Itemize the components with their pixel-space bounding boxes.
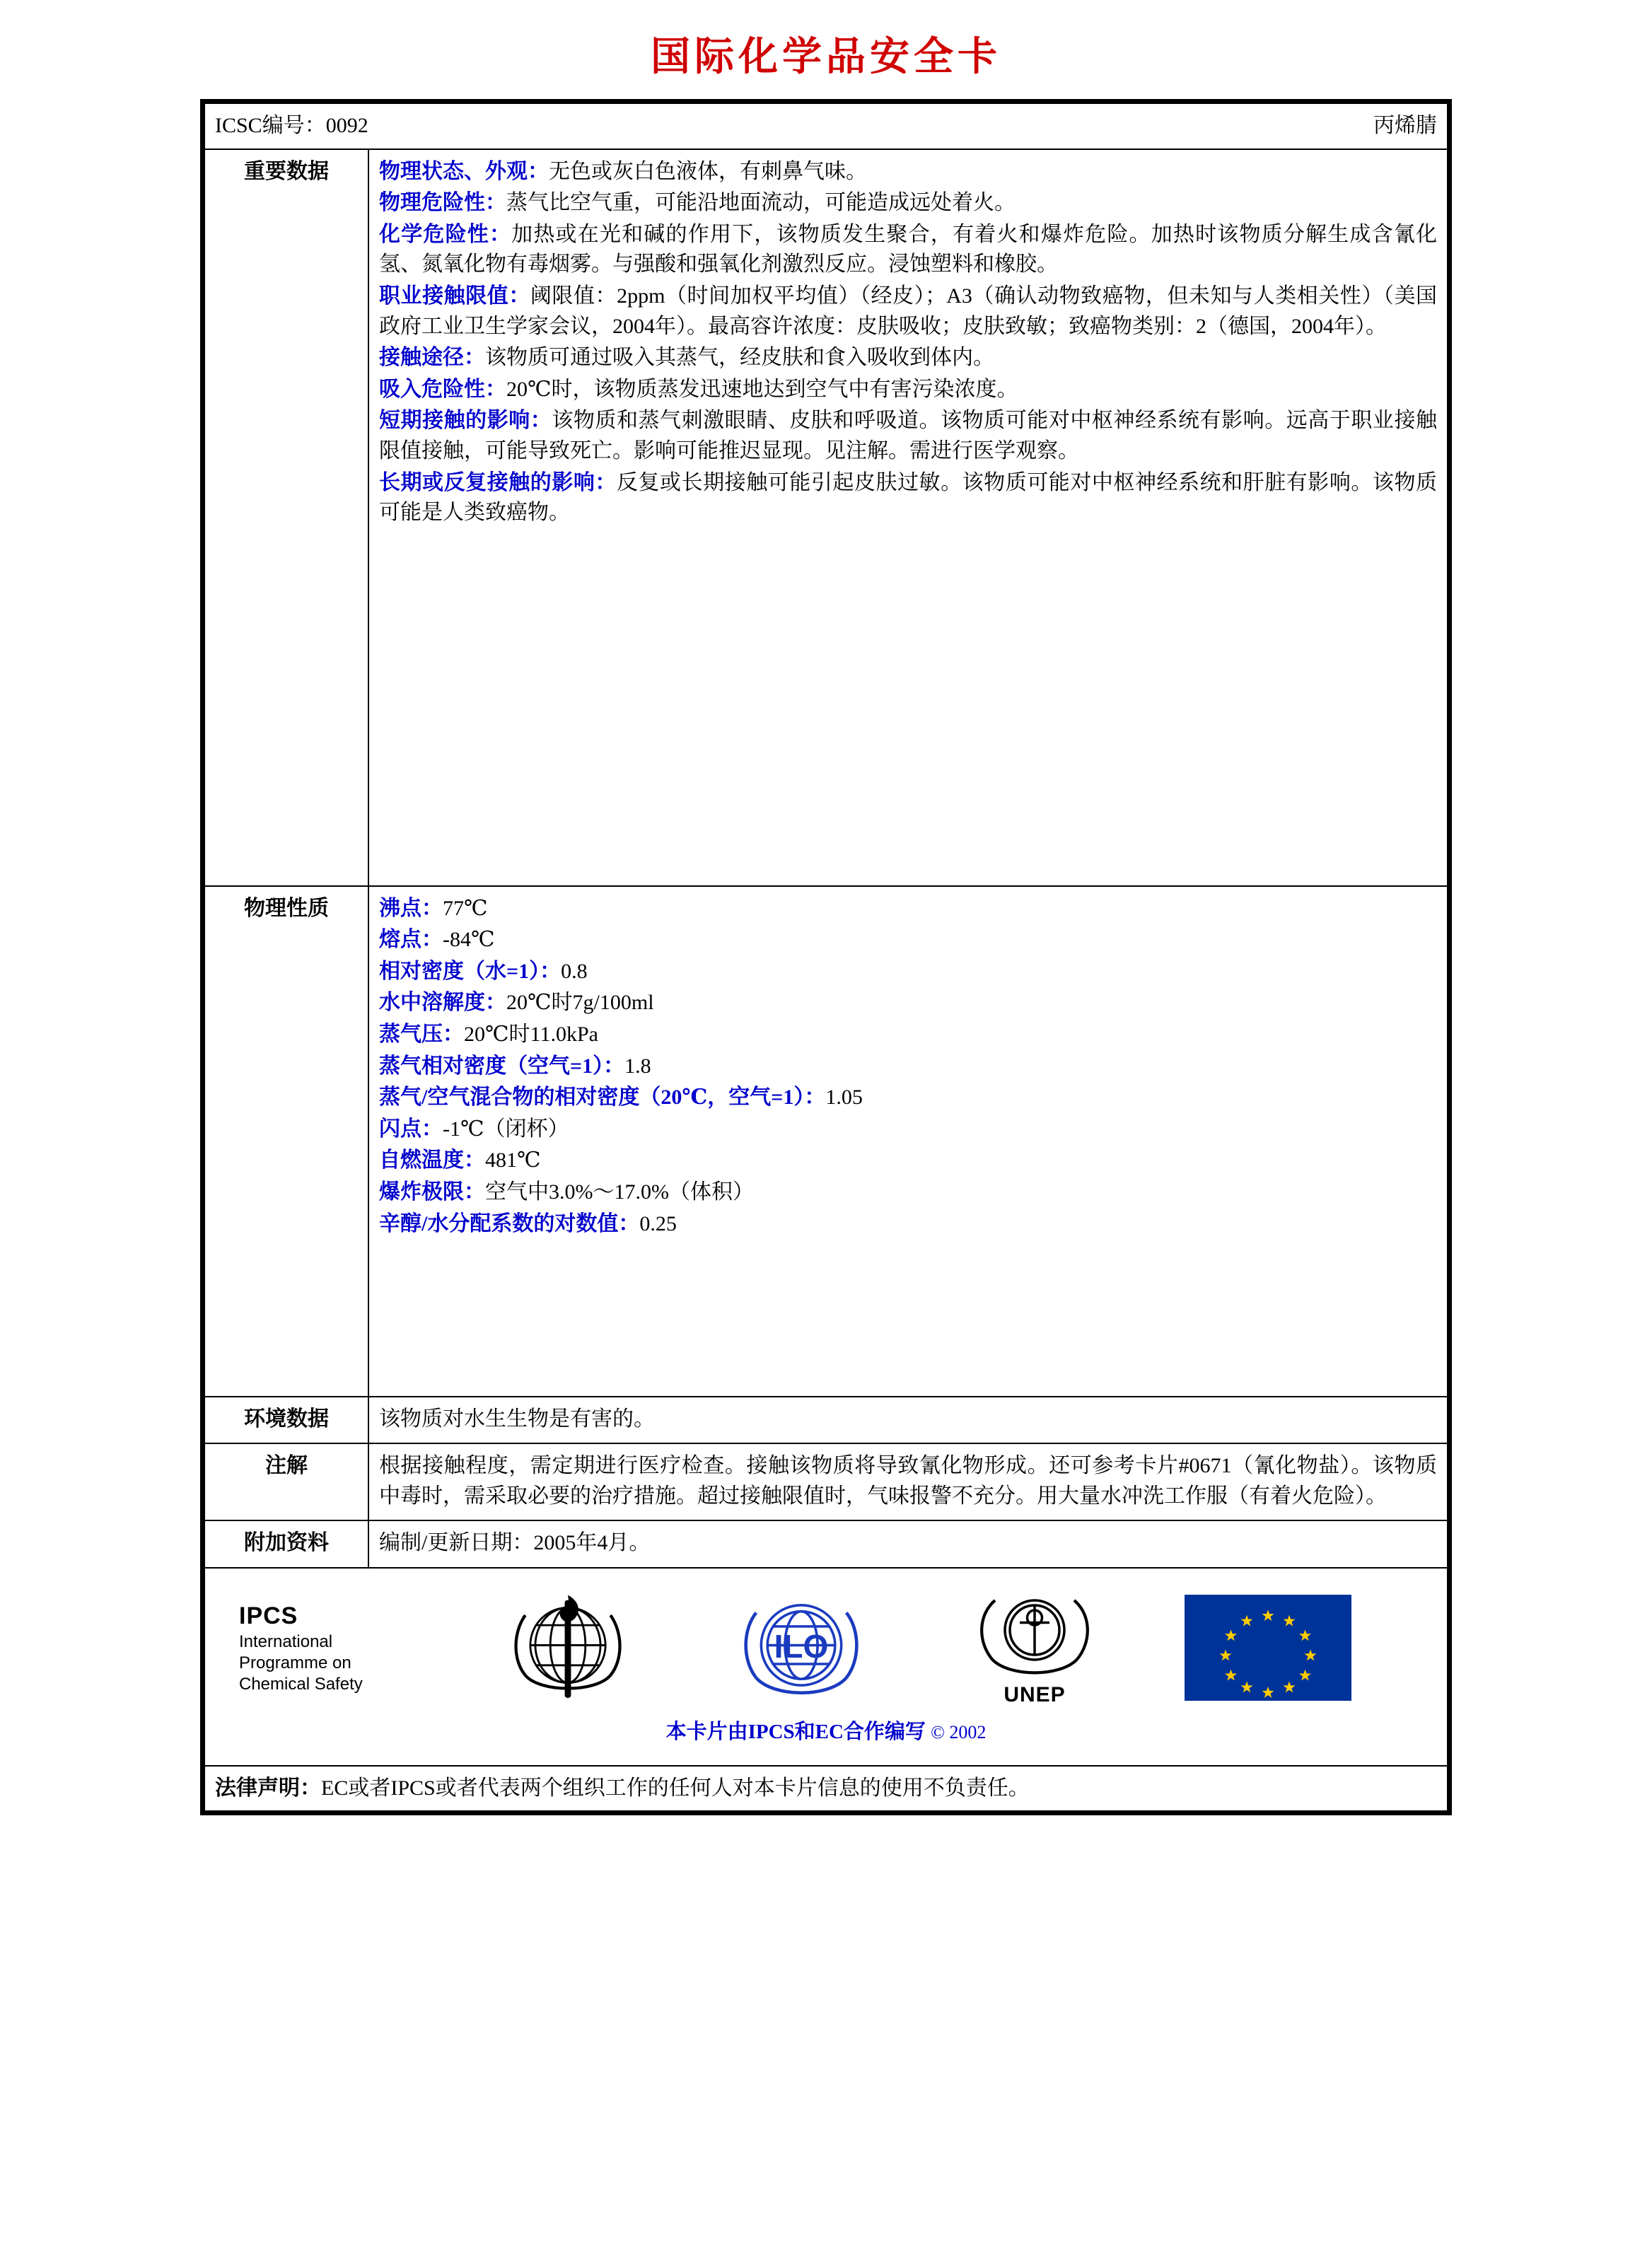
label-important-data: 重要数据: [204, 149, 368, 886]
logo-strip: [215, 1576, 1437, 1711]
entry-value: 该物质可通过吸入其蒸气，经皮肤和食入吸收到体内。: [485, 346, 994, 370]
legal-text: EC或者IPCS或者代表两个组织工作的任何人对本卡片信息的使用不负责任。: [321, 1776, 1030, 1800]
entry-key: 物理状态、外观：: [379, 159, 549, 183]
entry-key: 自燃温度：: [379, 1148, 485, 1173]
entry-line: [379, 157, 1437, 187]
page-title: 国际化学品安全卡: [651, 35, 1001, 79]
card-header-cell: [204, 103, 1448, 149]
entry-value: 加热或在光和碱的作用下，该物质发生聚合，有着火和爆炸危险。加热时该物质分解生成含氰化氢、氮氧化物有毒烟雾。与强酸和强氧化剂激烈反应。浸蚀塑料和橡胶。: [379, 222, 1438, 277]
entry-value: 20℃时11.0kPa: [464, 1022, 598, 1046]
entry-key: 化学危险性：: [379, 222, 512, 246]
entry-value: 77℃: [443, 896, 488, 920]
eu-flag-icon: [1185, 1595, 1351, 1701]
label-environmental-data: 环境数据: [204, 1397, 368, 1444]
icsc-number-group: [215, 111, 368, 141]
row-physical-properties: [204, 886, 1448, 1397]
entry-value: -84℃: [443, 928, 495, 952]
row-important-data: [204, 149, 1448, 886]
entry-line: [379, 188, 1437, 219]
entry-key: 职业接触限值：: [379, 284, 530, 308]
entry-line: [379, 1052, 1437, 1082]
entry-key: 接触途径：: [379, 346, 485, 370]
entry-line: [379, 1177, 1437, 1208]
additional-info-text: 编制/更新日期：2005年4月。: [379, 1531, 651, 1555]
entry-line: [379, 1020, 1437, 1050]
entry-key: 闪点：: [379, 1117, 443, 1141]
entry-key: 蒸气相对密度（空气=1）：: [379, 1054, 625, 1078]
ipcs-wordmark: [229, 1601, 451, 1695]
entry-line: [379, 1115, 1437, 1145]
entry-key: 沸点：: [379, 896, 443, 920]
entry-value: 无色或灰白色液体，有刺鼻气味。: [549, 159, 867, 183]
entry-value: 空气中3.0%～17.0%（体积）: [485, 1180, 754, 1204]
entry-line: [379, 468, 1437, 528]
ipcs-line-2: Programme on: [239, 1653, 351, 1672]
substance-name: 丙烯腈: [1373, 114, 1437, 137]
entry-line: [379, 343, 1437, 373]
icsc-table: [204, 103, 1448, 1812]
content-environmental-data: [368, 1397, 1448, 1444]
entry-key: 辛醇/水分配系数的对数值：: [379, 1211, 640, 1235]
credit-line: [215, 1711, 1437, 1758]
entry-line: [379, 1146, 1437, 1176]
entry-key: 长期或反复接触的影响：: [379, 470, 617, 494]
who-logo-icon: [504, 1588, 632, 1708]
ilo-logo-icon: [738, 1588, 865, 1708]
ilo-text: ILO: [774, 1628, 829, 1665]
entry-key: 蒸气压：: [379, 1022, 464, 1046]
entry-value: -1℃（闭杯）: [443, 1117, 569, 1141]
eu-stars: [1185, 1595, 1351, 1701]
entry-key: 物理危险性：: [379, 191, 506, 215]
entry-key: 蒸气/空气混合物的相对密度（20℃，空气=1）：: [379, 1086, 826, 1110]
unep-label: UNEP: [1004, 1682, 1066, 1706]
entry-key: 相对密度（水=1）：: [379, 959, 562, 983]
entry-value: 20℃时7g/100ml: [506, 991, 654, 1015]
entry-value: 0.25: [639, 1211, 677, 1235]
ipcs-name: IPCS: [239, 1602, 298, 1630]
legal-label: 法律声明：: [215, 1776, 321, 1800]
entry-key: 短期接触的影响：: [379, 409, 552, 433]
content-physical-properties: [368, 886, 1448, 1397]
label-notes: 注解: [204, 1443, 368, 1520]
icsc-card: [200, 99, 1452, 1815]
row-footer-logos: [204, 1568, 1448, 1766]
entry-value: 1.8: [624, 1054, 651, 1078]
entry-line: [379, 1209, 1437, 1240]
content-additional-info: [368, 1520, 1448, 1568]
icsc-number-label: ICSC编号：: [215, 114, 326, 137]
row-notes: [204, 1443, 1448, 1520]
ipcs-line-3: Chemical Safety: [239, 1674, 363, 1694]
entry-value: 481℃: [485, 1148, 541, 1173]
entry-key: 水中溶解度：: [379, 991, 506, 1015]
content-notes: [368, 1443, 1448, 1520]
row-additional-info: [204, 1520, 1448, 1568]
entry-key: 熔点：: [379, 928, 443, 952]
content-important-data: [368, 149, 1448, 886]
ilo-logo-slot: [685, 1588, 918, 1708]
card-header-row: [204, 103, 1448, 149]
entry-value: 20℃时，该物质蒸发迅速地达到空气中有害污染浓度。: [506, 377, 1018, 401]
footer-logos-cell: [204, 1568, 1448, 1766]
copyright-text: © 2002: [931, 1721, 987, 1742]
unep-logo-icon: [971, 1585, 1098, 1684]
entry-value: 反复或长期接触可能引起皮肤过敏。该物质可能对中枢神经系统和肝脏有影响。该物质可能是人类致癌物。: [379, 470, 1438, 525]
entry-value: 该物质和蒸气刺激眼睛、皮肤和呼吸道。该物质可能对中枢神经系统有影响。远高于职业接触限值接触，可能导致死亡。影响可能推迟显现。见注解。需进行医学观察。: [379, 409, 1438, 462]
label-physical-properties: 物理性质: [204, 886, 368, 1397]
entry-value: 1.05: [825, 1086, 863, 1110]
entry-line: [379, 1083, 1437, 1113]
icsc-number-value: 0092: [325, 114, 368, 137]
who-logo-slot: [451, 1588, 685, 1708]
entry-line: [379, 220, 1437, 280]
entry-line: [379, 281, 1437, 342]
notes-text: 根据接触程度，需定期进行医疗检查。接触该物质将导致氰化物形成。还可参考卡片#0671（氰化物盐）。该物质中毒时，需采取必要的治疗措施。超过接触限值时，气味报警不充分。用大量水冲洗工作服（有着火危险）。: [379, 1454, 1437, 1508]
row-environmental-data: [204, 1397, 1448, 1444]
unep-logo-slot: [918, 1585, 1151, 1711]
environmental-data-text: 该物质对水生生物是有害的。: [379, 1407, 655, 1431]
label-additional-info: 附加资料: [204, 1520, 368, 1568]
row-legal-notice: [204, 1766, 1448, 1812]
entry-key: 吸入危险性：: [379, 377, 506, 401]
credit-text: 本卡片由IPCS和EC合作编写: [665, 1720, 926, 1743]
entry-line: [379, 894, 1437, 924]
entry-line: [379, 375, 1437, 405]
eu-flag-slot: [1151, 1595, 1385, 1701]
entry-line: [379, 988, 1437, 1018]
entry-value: 0.8: [561, 959, 588, 983]
entry-line: [379, 925, 1437, 955]
ipcs-line-1: International: [239, 1631, 333, 1651]
legal-notice-cell: [204, 1766, 1448, 1812]
entry-value: 蒸气比空气重，可能沿地面流动，可能造成远处着火。: [506, 191, 1016, 215]
entry-line: [379, 406, 1437, 466]
entry-line: [379, 957, 1437, 987]
entry-value: 阈限值：2ppm（时间加权平均值）（经皮）；A3（确认动物致癌物，但未知与人类相关性）（美国政府工业卫生学家会议，2004年）。最高容许浓度：皮肤吸收；皮肤致敏；致癌物类别：2（德国，2004年）。: [379, 284, 1438, 338]
entry-key: 爆炸极限：: [379, 1180, 485, 1204]
